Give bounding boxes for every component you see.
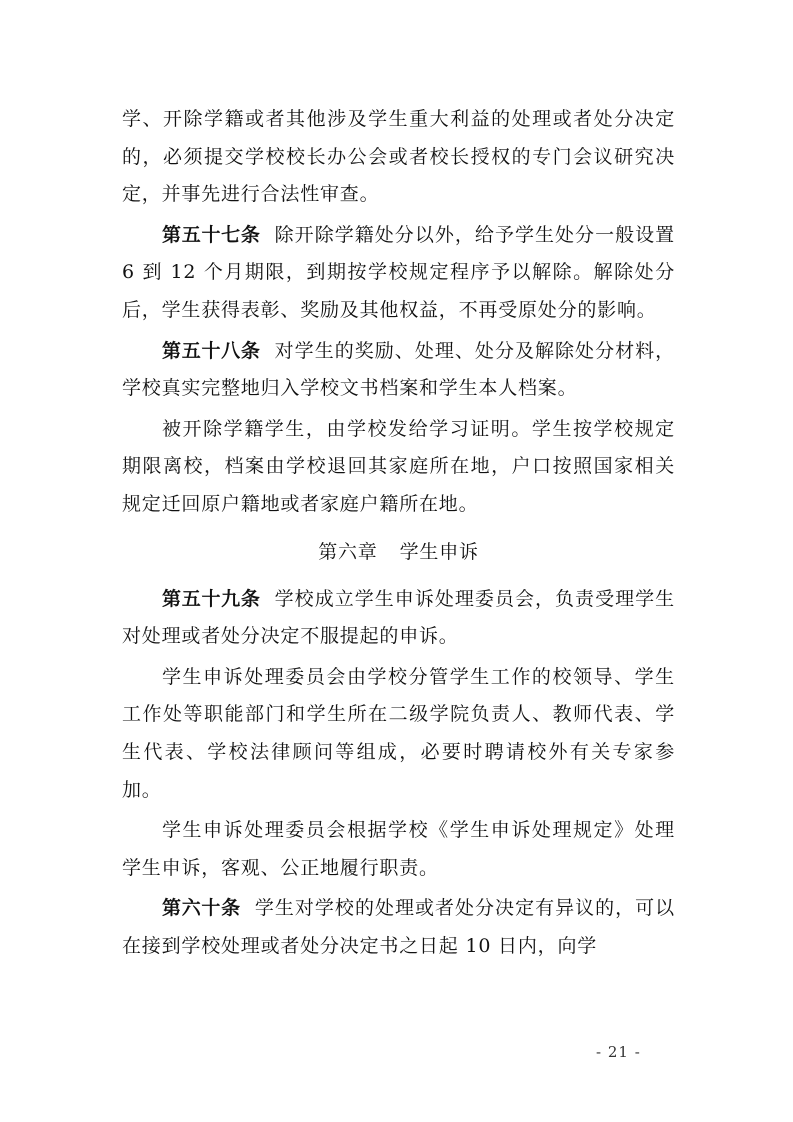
article-57-number: 第五十七条 — [162, 223, 261, 246]
article-60 — [122, 890, 675, 965]
article-59-number: 第五十九条 — [162, 587, 261, 610]
article-58-text: 对学生的奖励、处理、处分及解除处分材料，学校真实完整地归入学校文书档案和学生本人档案。 — [122, 339, 675, 400]
paragraph-committee: 学生申诉处理委员会由学校分管学生工作的校领导、学生工作处等职能部门和学生所在二级学院负责人、教师代表、学生代表、学校法律顾问等组成，必要时聘请校外有关专家参加。 — [122, 665, 675, 801]
chapter-heading — [122, 537, 675, 567]
article-59-text: 学校成立学生申诉处理委员会，负责受理学生对处理或者处分决定不服提起的申诉。 — [122, 587, 675, 648]
chapter-title: 学生申诉 — [399, 540, 479, 563]
article-58-number: 第五十八条 — [162, 339, 261, 362]
article-60-text: 学生对学校的处理或者处分决定有异议的，可以在接到学校处理或者处分决定书之日起 10 日内，向学 — [122, 897, 675, 957]
paragraph-expulsion: 被开除学籍学生，由学校发给学习证明。学生按学校规定期限离校，档案由学校退回其家庭所在地，户口按照国家相关规定迁回原户籍地或者家庭户籍所在地。 — [122, 417, 675, 515]
article-60-number: 第六十条 — [162, 897, 241, 920]
article-57-text: 除开除学籍处分以外，给予学生处分一般设置 6 到 12 个月期限，到期按学校规定程序予以解除。解除处分后，学生获得表彰、奖励及其他权益，不再受原处分的影响。 — [122, 223, 675, 321]
chapter-number: 第六章 — [318, 540, 378, 563]
document-page — [122, 101, 675, 965]
paragraph-rules: 学生申诉处理委员会根据学校《学生申诉处理规定》处理学生申诉，客观、公正地履行职责。 — [122, 819, 675, 879]
paragraph-continued: 学、开除学籍或者其他涉及学生重大利益的处理或者处分决定的，必须提交学校校长办公会或者校长授权的专门会议研究决定，并事先进行合法性审查。 — [122, 108, 675, 206]
article-58 — [122, 333, 675, 408]
article-57 — [122, 217, 675, 330]
page-number: - 21 - — [596, 1043, 641, 1061]
article-59 — [122, 581, 675, 656]
